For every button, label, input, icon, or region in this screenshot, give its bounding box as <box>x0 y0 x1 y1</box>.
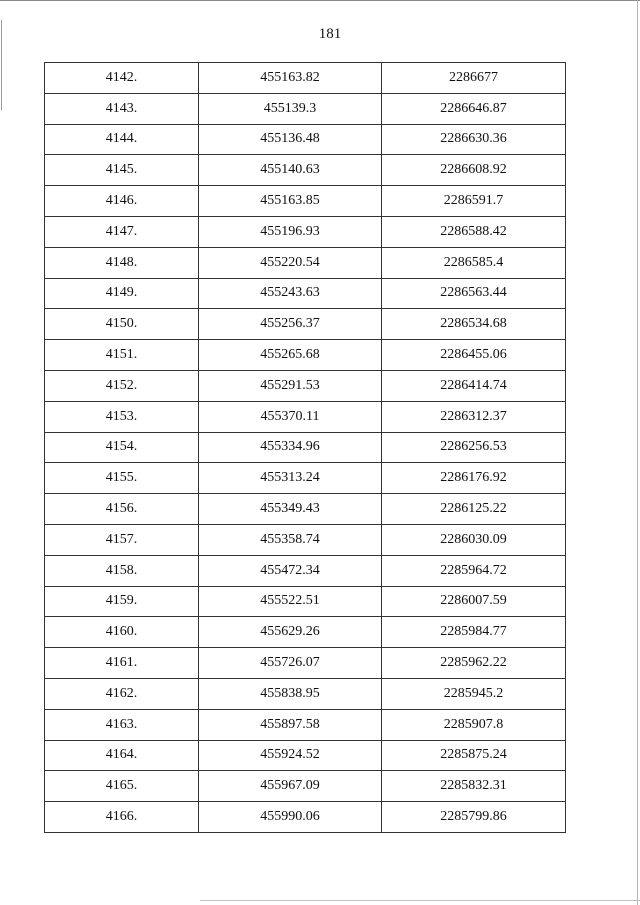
y-coordinate-cell: 2285962.22 <box>382 648 566 679</box>
x-coordinate-cell: 455196.93 <box>199 216 382 247</box>
table-row <box>45 63 566 94</box>
y-coordinate-cell: 2286007.59 <box>382 586 566 617</box>
table-row <box>45 524 566 555</box>
y-coordinate-cell: 2286646.87 <box>382 93 566 124</box>
y-coordinate-cell: 2286256.53 <box>382 432 566 463</box>
table-row <box>45 463 566 494</box>
x-coordinate-cell: 455358.74 <box>199 524 382 555</box>
scan-edge-bottom <box>200 900 640 901</box>
point-number-cell: 4143. <box>45 93 199 124</box>
x-coordinate-cell: 455924.52 <box>199 740 382 771</box>
point-number-cell: 4146. <box>45 186 199 217</box>
table-row <box>45 340 566 371</box>
y-coordinate-cell: 2286030.09 <box>382 524 566 555</box>
point-number-cell: 4148. <box>45 247 199 278</box>
table-row <box>45 709 566 740</box>
table-row <box>45 678 566 709</box>
point-number-cell: 4154. <box>45 432 199 463</box>
table-row <box>45 124 566 155</box>
table-row <box>45 617 566 648</box>
x-coordinate-cell: 455243.63 <box>199 278 382 309</box>
page-number: 181 <box>318 26 342 42</box>
y-coordinate-cell: 2285799.86 <box>382 802 566 833</box>
table-row <box>45 370 566 401</box>
point-number-cell: 4153. <box>45 401 199 432</box>
point-number-cell: 4159. <box>45 586 199 617</box>
x-coordinate-cell: 455265.68 <box>199 340 382 371</box>
table-row <box>45 155 566 186</box>
table-row <box>45 247 566 278</box>
table-row <box>45 740 566 771</box>
x-coordinate-cell: 455897.58 <box>199 709 382 740</box>
y-coordinate-cell: 2286176.92 <box>382 463 566 494</box>
y-coordinate-cell: 2286414.74 <box>382 370 566 401</box>
scan-edge-right <box>637 0 638 905</box>
table-row <box>45 186 566 217</box>
y-coordinate-cell: 2285907.8 <box>382 709 566 740</box>
x-coordinate-cell: 455334.96 <box>199 432 382 463</box>
x-coordinate-cell: 455629.26 <box>199 617 382 648</box>
y-coordinate-cell: 2286585.4 <box>382 247 566 278</box>
point-number-cell: 4156. <box>45 494 199 525</box>
scan-edge-top <box>0 0 640 1</box>
y-coordinate-cell: 2285832.31 <box>382 771 566 802</box>
coordinates-table <box>44 62 566 833</box>
table-row <box>45 432 566 463</box>
x-coordinate-cell: 455838.95 <box>199 678 382 709</box>
point-number-cell: 4147. <box>45 216 199 247</box>
y-coordinate-cell: 2286455.06 <box>382 340 566 371</box>
y-coordinate-cell: 2286677 <box>382 63 566 94</box>
x-coordinate-cell: 455136.48 <box>199 124 382 155</box>
y-coordinate-cell: 2285984.77 <box>382 617 566 648</box>
table-row <box>45 586 566 617</box>
y-coordinate-cell: 2285945.2 <box>382 678 566 709</box>
point-number-cell: 4144. <box>45 124 199 155</box>
point-number-cell: 4151. <box>45 340 199 371</box>
table-row <box>45 278 566 309</box>
point-number-cell: 4152. <box>45 370 199 401</box>
x-coordinate-cell: 455140.63 <box>199 155 382 186</box>
y-coordinate-cell: 2286608.92 <box>382 155 566 186</box>
table-row <box>45 771 566 802</box>
table-row <box>45 93 566 124</box>
point-number-cell: 4161. <box>45 648 199 679</box>
point-number-cell: 4162. <box>45 678 199 709</box>
point-number-cell: 4165. <box>45 771 199 802</box>
x-coordinate-cell: 455349.43 <box>199 494 382 525</box>
y-coordinate-cell: 2286534.68 <box>382 309 566 340</box>
x-coordinate-cell: 455522.51 <box>199 586 382 617</box>
x-coordinate-cell: 455220.54 <box>199 247 382 278</box>
x-coordinate-cell: 455990.06 <box>199 802 382 833</box>
y-coordinate-cell: 2286588.42 <box>382 216 566 247</box>
point-number-cell: 4150. <box>45 309 199 340</box>
point-number-cell: 4164. <box>45 740 199 771</box>
table-row <box>45 216 566 247</box>
x-coordinate-cell: 455967.09 <box>199 771 382 802</box>
y-coordinate-cell: 2286125.22 <box>382 494 566 525</box>
x-coordinate-cell: 455256.37 <box>199 309 382 340</box>
table-body <box>45 63 566 833</box>
x-coordinate-cell: 455139.3 <box>199 93 382 124</box>
x-coordinate-cell: 455291.53 <box>199 370 382 401</box>
x-coordinate-cell: 455726.07 <box>199 648 382 679</box>
table-row <box>45 494 566 525</box>
table-row <box>45 555 566 586</box>
x-coordinate-cell: 455313.24 <box>199 463 382 494</box>
point-number-cell: 4149. <box>45 278 199 309</box>
point-number-cell: 4157. <box>45 524 199 555</box>
point-number-cell: 4158. <box>45 555 199 586</box>
point-number-cell: 4160. <box>45 617 199 648</box>
y-coordinate-cell: 2286591.7 <box>382 186 566 217</box>
x-coordinate-cell: 455472.34 <box>199 555 382 586</box>
y-coordinate-cell: 2285875.24 <box>382 740 566 771</box>
table-row <box>45 309 566 340</box>
table-row <box>45 648 566 679</box>
y-coordinate-cell: 2286312.37 <box>382 401 566 432</box>
point-number-cell: 4145. <box>45 155 199 186</box>
table-row <box>45 401 566 432</box>
point-number-cell: 4163. <box>45 709 199 740</box>
y-coordinate-cell: 2286630.36 <box>382 124 566 155</box>
y-coordinate-cell: 2285964.72 <box>382 555 566 586</box>
x-coordinate-cell: 455163.82 <box>199 63 382 94</box>
table-row <box>45 802 566 833</box>
point-number-cell: 4142. <box>45 63 199 94</box>
point-number-cell: 4155. <box>45 463 199 494</box>
x-coordinate-cell: 455370.11 <box>199 401 382 432</box>
y-coordinate-cell: 2286563.44 <box>382 278 566 309</box>
x-coordinate-cell: 455163.85 <box>199 186 382 217</box>
point-number-cell: 4166. <box>45 802 199 833</box>
